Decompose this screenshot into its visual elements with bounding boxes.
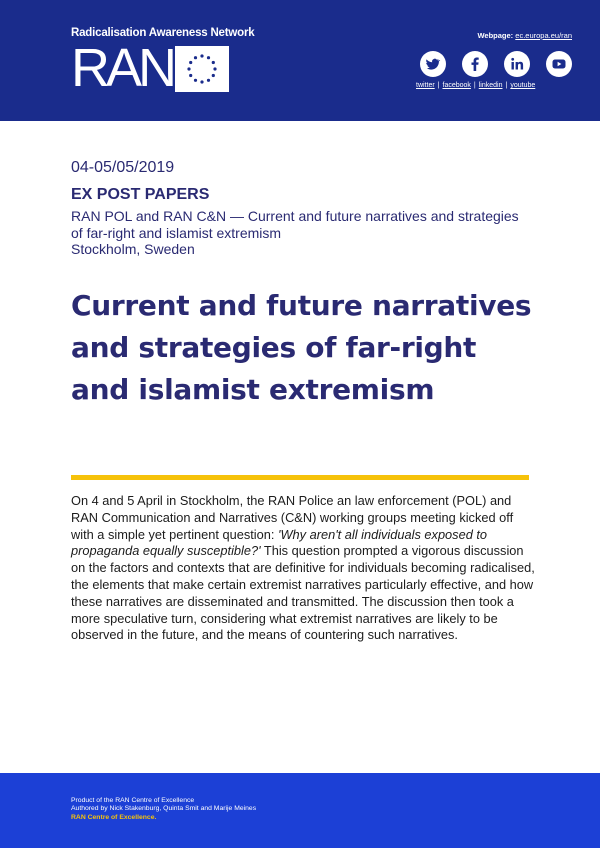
document-subtitle (71, 208, 531, 258)
intro-text-after: This question prompted a vigorous discussion on the factors and contexts that are definitive for individuals becoming radicalised, the elements that make certain extremist narratives particularly effective, and how these narratives are disseminated and transmitted. The discussion then took a more speculative turn, considering what extremist narratives are likely to be observed in the future, and the means of countering such narratives. (71, 543, 535, 643)
accent-divider (71, 475, 529, 480)
subtitle-location: Stockholm, Sweden (71, 241, 195, 257)
twitter-icon[interactable] (420, 51, 446, 77)
webpage-link[interactable]: ec.europa.eu/ran (515, 31, 572, 40)
webpage-line (477, 31, 572, 40)
page-title: Current and future narratives and strategies of far-right and islamist extremism (71, 289, 532, 406)
youtube-icon[interactable] (546, 51, 572, 77)
facebook-icon[interactable] (462, 51, 488, 77)
document-type: EX POST PAPERS (71, 186, 210, 203)
subtitle-meeting: RAN POL and RAN C&N — Current and future narratives and strategies of far-right and islamist extremism (71, 208, 519, 241)
footer-product-line: Product of the RAN Centre of Excellence (71, 797, 195, 804)
intro-paragraph (71, 493, 539, 644)
linkedin-icon[interactable] (504, 51, 530, 77)
footer-credits (71, 797, 256, 822)
social-links: twitter | facebook | linkedin | youtube (416, 82, 536, 89)
ran-logo (71, 38, 229, 98)
intro-text-before: On 4 and 5 April in Stockholm, the RAN Police an law enforcement (POL) and RAN Communication and Narratives (C&N) working groups meeting kicked off with a simple yet pertinent question: (71, 493, 514, 542)
facebook-link[interactable]: facebook (442, 82, 471, 89)
event-date: 04-05/05/2019 (71, 159, 175, 176)
footer-banner (0, 773, 600, 848)
twitter-link[interactable]: twitter (416, 82, 435, 89)
network-name: Radicalisation Awareness Network (71, 27, 255, 39)
eu-flag-icon (175, 46, 229, 92)
webpage-label: Webpage: (477, 31, 514, 40)
footer-coe-line: RAN Centre of Excellence. (71, 813, 157, 821)
linkedin-link[interactable]: linkedin (478, 82, 503, 89)
header-banner (0, 0, 600, 121)
youtube-link[interactable]: youtube (510, 82, 536, 89)
intro-quote: 'Why aren't all individuals exposed to propaganda equally susceptible?' (71, 526, 488, 559)
logo-text: RAN (71, 38, 174, 98)
social-icons (420, 51, 572, 77)
footer-authors-line: Authored by Nick Stakenburg, Quinta Smit and Marije Meines (71, 805, 257, 813)
